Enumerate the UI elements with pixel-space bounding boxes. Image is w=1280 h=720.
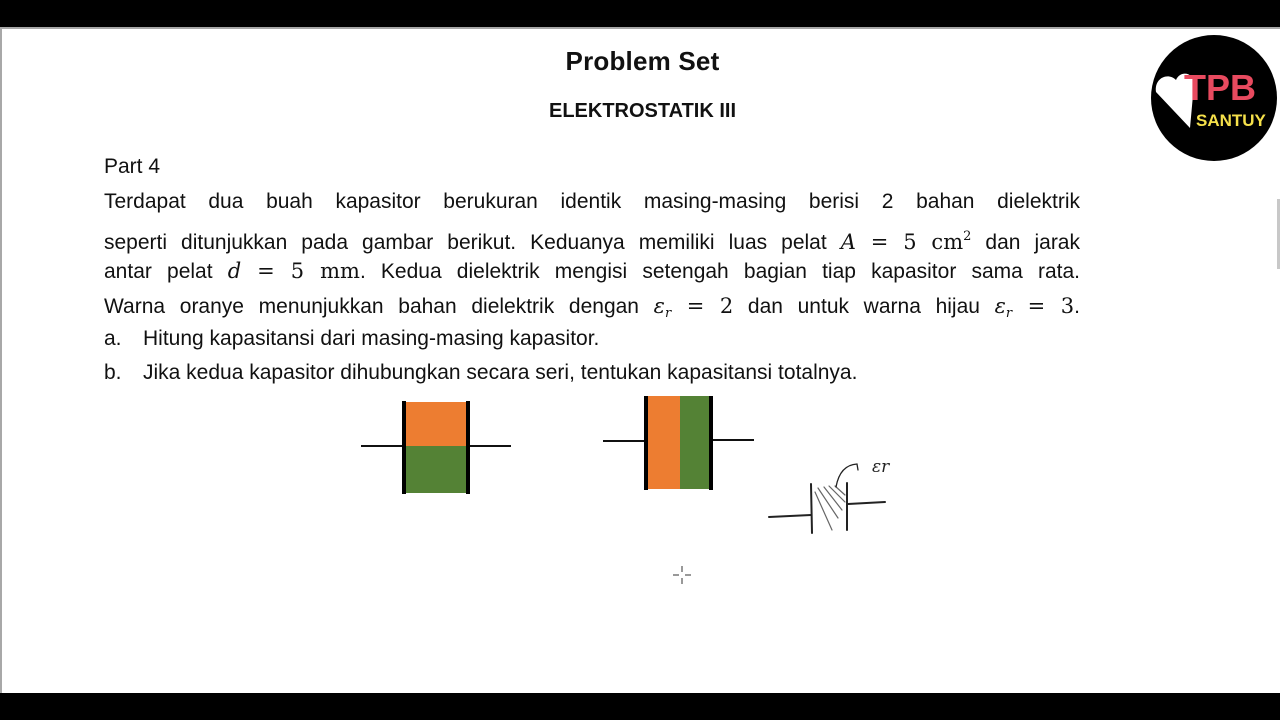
dielectric-orange bbox=[405, 402, 467, 446]
question-text: Hitung kapasitansi dari masing-masing kapasitor. bbox=[143, 327, 600, 350]
math-area-value: = 5 cm bbox=[855, 229, 964, 254]
text: dan untuk warna hijau bbox=[733, 294, 995, 318]
math-exponent: 2 bbox=[963, 228, 972, 244]
math-distance-var: d bbox=[227, 259, 242, 283]
plate-left bbox=[644, 396, 648, 490]
page-title: Problem Set bbox=[565, 46, 720, 76]
capacitor-2-diagram bbox=[603, 396, 754, 490]
math-epsilon-2-value: = 3 bbox=[1012, 293, 1075, 318]
plate-left bbox=[402, 401, 406, 494]
math-epsilon-1-value: = 2 bbox=[671, 293, 734, 318]
math-epsilon-2-sub: r bbox=[1005, 305, 1013, 321]
text: . bbox=[1074, 294, 1081, 318]
text: . Kedua dielektrik mengisi setengah bagian tiap kapasitor sama rata. bbox=[359, 260, 1080, 283]
page-subtitle: ELEKTROSTATIK III bbox=[548, 100, 737, 122]
math-area-var: A bbox=[840, 229, 856, 254]
crosshair-cursor-icon bbox=[672, 565, 692, 585]
math-epsilon-1-sub: r bbox=[664, 305, 672, 321]
question-marker: b. bbox=[104, 361, 122, 384]
math-epsilon-1: ε bbox=[653, 293, 665, 318]
plate-right bbox=[709, 396, 713, 490]
math-distance-value: = 5 mm bbox=[241, 259, 360, 283]
text: seperti ditunjukkan pada gambar berikut. Keduanya memiliki luas pelat bbox=[104, 230, 841, 254]
text: dan jarak bbox=[971, 230, 1080, 254]
math-epsilon-2: ε bbox=[994, 293, 1006, 318]
tpb-santuy-logo bbox=[1150, 34, 1278, 162]
plate-right bbox=[466, 401, 470, 494]
dielectric-orange bbox=[647, 396, 680, 489]
dielectric-green bbox=[680, 396, 711, 489]
part-label: Part 4 bbox=[104, 155, 161, 178]
question-marker: a. bbox=[104, 327, 122, 350]
logo-text-santuy: SANTUY bbox=[1196, 111, 1266, 130]
capacitor-1-diagram bbox=[361, 401, 511, 494]
handwritten-capacitor-sketch bbox=[769, 464, 885, 533]
dielectric-green bbox=[405, 446, 467, 493]
paragraph-line-1: Terdapat dua buah kapasitor berukuran identik masing-masing berisi 2 bahan dielektrik bbox=[104, 190, 1080, 213]
question-text: Jika kedua kapasitor dihubungkan secara seri, tentukan kapasitansi totalnya. bbox=[143, 361, 858, 384]
sketch-epsilon-label: εr bbox=[872, 457, 890, 477]
text: antar pelat bbox=[104, 260, 228, 283]
text: Warna oranye menunjukkan bahan dielektrik dengan bbox=[104, 294, 654, 318]
logo-text-tpb: TPB bbox=[1184, 67, 1256, 108]
